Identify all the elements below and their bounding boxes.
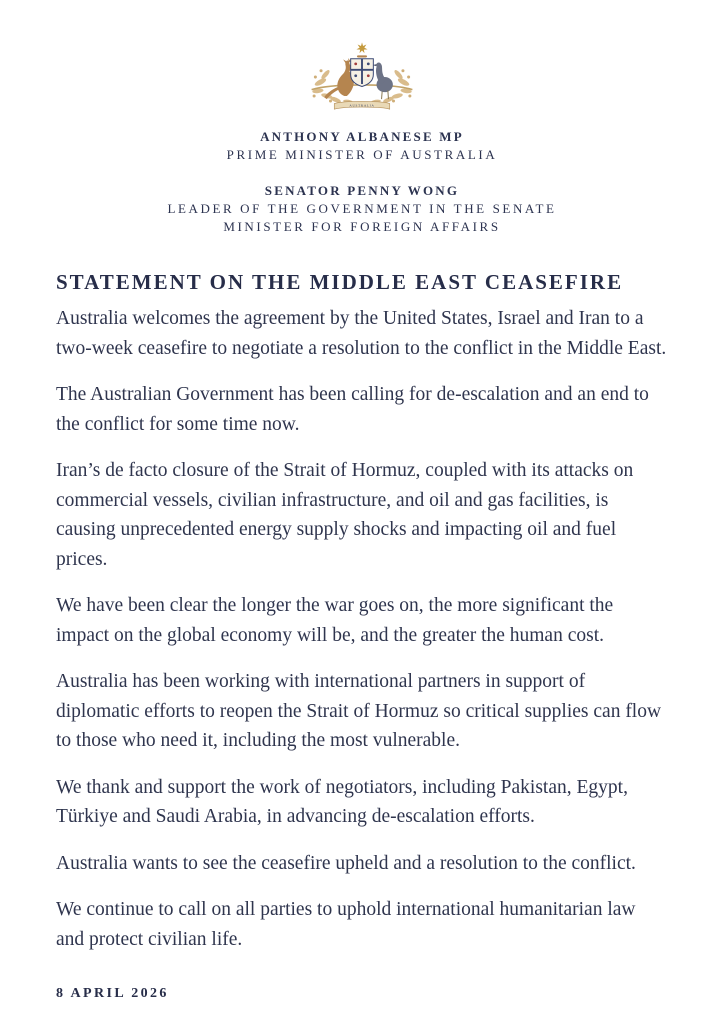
official-block-foreign-minister xyxy=(0,182,724,236)
australian-coat-of-arms-icon xyxy=(299,38,425,121)
statement-paragraph-7: Australia wants to see the ceasefire upheld and a resolution to the conflict. xyxy=(56,852,636,874)
crest-torse xyxy=(357,55,367,57)
statement-date: 8 APRIL 2026 xyxy=(56,986,169,1002)
statement-paragraph-3: Iran’s de facto closure of the Strait of Hormuz, coupled with its attacks on commercial vessels, civilian infrastructure, and oil and gas facilities, is causing unprecedented energy supply shocks and impacting oil and fuel prices. xyxy=(56,460,634,570)
statement-paragraph-4: We have been clear the longer the war goes on, the more significant the impact on the global economy will be, and the greater the human cost. xyxy=(56,595,614,646)
statement-body xyxy=(56,269,668,1002)
statement-paragraph-8: We continue to call on all parties to uphold international humanitarian law and protect civilian life. xyxy=(56,899,636,950)
scroll-banner xyxy=(334,101,389,109)
commonwealth-star xyxy=(356,42,367,53)
letterhead xyxy=(0,0,724,236)
official-name: ANTHONY ALBANESE MP xyxy=(260,129,464,145)
emu-figure xyxy=(372,63,392,100)
official-block-prime-minister xyxy=(0,128,724,164)
official-title: PRIME MINISTER OF AUSTRALIA xyxy=(226,147,498,163)
statement-paragraph-2: The Australian Government has been calling for de-escalation and an end to the conflict for some time now. xyxy=(56,384,649,435)
kangaroo-figure xyxy=(324,58,354,99)
official-title: MINISTER FOR FOREIGN AFFAIRS xyxy=(223,219,501,235)
statement-paragraph-5: Australia has been working with international partners in support of diplomatic efforts to reopen the Strait of Hormuz so critical supplies can flow to those who need it, including the most vulnerable. xyxy=(56,671,662,752)
official-name: SENATOR PENNY WONG xyxy=(264,183,460,199)
statement-paragraph-1: Australia welcomes the agreement by the United States, Israel and Iran to a two-week ceasefire to negotiate a resolution to the conflict in the Middle East. xyxy=(56,308,667,359)
statement-title: STATEMENT ON THE MIDDLE EAST CEASEFIRE xyxy=(56,270,624,295)
shield xyxy=(351,59,374,87)
official-title: LEADER OF THE GOVERNMENT IN THE SENATE xyxy=(167,201,557,217)
statement-paragraph-6: We thank and support the work of negotiators, including Pakistan, Egypt, Türkiye and Saudi Arabia, in advancing de-escalation efforts. xyxy=(56,776,628,828)
scroll-text: AUSTRALIA xyxy=(349,103,375,108)
